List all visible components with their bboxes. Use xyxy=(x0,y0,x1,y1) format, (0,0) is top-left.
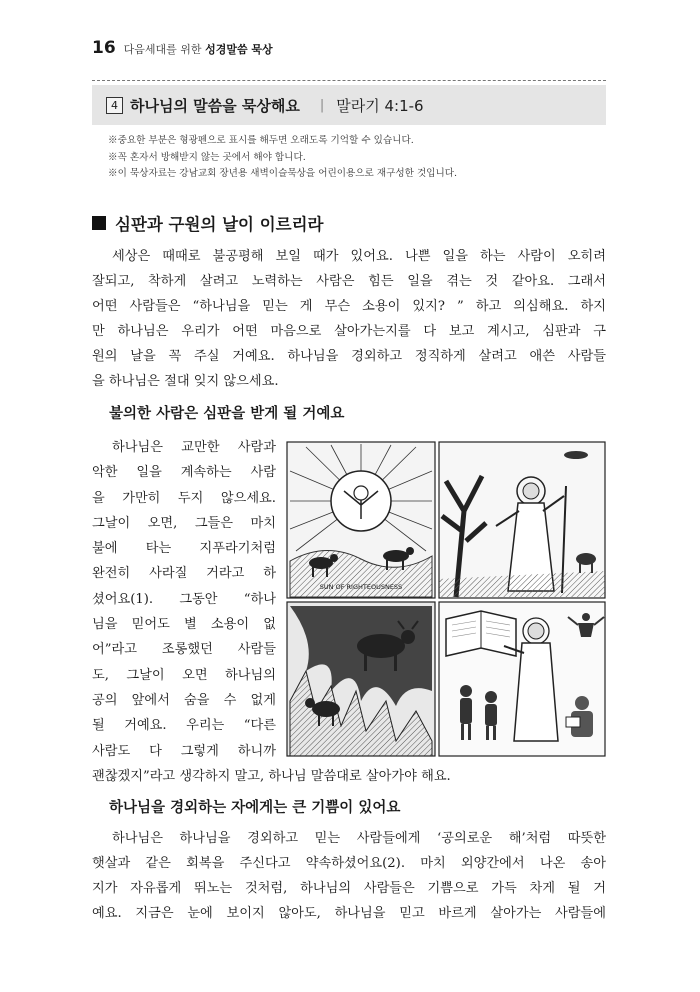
text-line: 어떤 사람들은 “하나님을 믿는 게 무슨 소용이 있지? ” 하고 의심해요. 하지 xyxy=(92,299,606,314)
text-line: 지가 자유롭게 뛰노는 것처럼, 하나님의 사람들은 기쁨으로 가득 차게 될 거 xyxy=(92,881,606,896)
text-line: 원의 날을 꼭 주실 거예요. 하나님을 경외하고 정직하게 살려고 애쓴 사람들 xyxy=(92,349,606,364)
scripture-reference: 말라기 4:1-6 xyxy=(336,96,424,115)
intro-paragraph xyxy=(92,244,606,394)
text-line: 햇살과 같은 회복을 주신다고 약속하셨어요(2). 마치 외양간에서 나온 송아 xyxy=(92,856,606,871)
lesson-title: 하나님의 말씀을 묵상해요 xyxy=(130,96,300,115)
text-line: 어”라고 조롱했던 사람들 xyxy=(92,642,276,658)
sun-panel xyxy=(287,442,435,608)
closing-paragraph xyxy=(92,826,606,926)
note-line: ※이 묵상자료는 강남교회 장년용 새벽이슬묵상을 어린이용으로 재구성한 것입니다. xyxy=(108,168,458,179)
text-line: 셨어요(1). 그동안 “하나 xyxy=(92,591,276,607)
prophet-head-icon xyxy=(523,483,539,499)
fire-panel xyxy=(287,602,435,756)
text-line: 악한 일을 계속하는 사람 xyxy=(92,465,276,481)
section-title: 심판과 구원의 날이 이르리라 xyxy=(115,215,324,234)
teacher-head-icon xyxy=(528,623,544,639)
text-line: 될 거예요. 우리는 “다른 xyxy=(92,718,276,734)
text-line: 하나님은 교만한 사람과 xyxy=(112,440,276,455)
text-line: 만 하나님은 우리가 어떤 마음으로 살아가는지를 다 보고 계시고, 심판과 구 xyxy=(92,324,606,339)
text-line: 을 하나님은 절대 잊지 않으세요. xyxy=(92,374,279,389)
note-line: ※중요한 부분은 형광펜으로 표시를 해두면 오래도록 기억할 수 있습니다. xyxy=(108,135,414,146)
text-line: 그날이 오면, 그들은 마치 xyxy=(92,515,276,531)
page-number: 16 xyxy=(92,38,116,58)
book-title-prefix: 다음세대를 위한 xyxy=(123,43,202,56)
running-header xyxy=(92,38,273,58)
guidance-notes xyxy=(108,133,457,183)
text-line: 완전히 사라질 거라고 하 xyxy=(92,566,276,582)
text-line: 을 가만히 두지 않으세요. xyxy=(92,490,276,506)
title-separator: | xyxy=(319,97,325,113)
lesson-title-box xyxy=(92,85,606,125)
malachi-illustration xyxy=(286,441,606,757)
text-line: 사람도 다 그렇게 하니까 xyxy=(92,743,276,759)
book-title xyxy=(124,41,273,57)
text-line: 괜찮겠지”라고 생각하지 말고, 하나님 말씀대로 살아가야 해요. xyxy=(92,769,451,784)
section-heading xyxy=(92,211,324,235)
text-line: 불에 타는 지푸라기처럼 xyxy=(92,541,276,557)
text-line: 공의 앞에서 숨을 수 없게 xyxy=(92,692,276,708)
subheading-judgment: 불의한 사람은 심판을 받게 될 거예요 xyxy=(109,406,345,422)
square-bullet-icon xyxy=(92,216,106,230)
text-line: 님을 믿어도 별 소용이 없 xyxy=(92,617,276,633)
lesson-number-badge: 4 xyxy=(106,97,123,114)
teacher-panel xyxy=(439,602,605,756)
text-line: 하나님은 하나님을 경외하고 믿는 사람들에게 ‘공의로운 해’처럼 따뜻한 xyxy=(112,831,606,846)
text-line: 도, 그날이 오면 하나님의 xyxy=(92,667,276,683)
prophet-panel xyxy=(439,442,605,598)
wrapped-paragraph-tail xyxy=(92,764,532,789)
book-title-bold: 성경말씀 묵상 xyxy=(205,43,273,56)
text-line: 세상은 때때로 불공평해 보일 때가 있어요. 나쁜 일을 하는 사람이 오히려 xyxy=(112,249,606,264)
wrapped-paragraph xyxy=(92,435,276,764)
subheading-joy: 하나님을 경외하는 자에게는 큰 기쁨이 있어요 xyxy=(109,800,401,816)
illustration-panel xyxy=(286,441,606,757)
text-line: 예요. 지금은 눈에 보이지 않아도, 하나님을 믿고 바르게 살아가는 사람들에 xyxy=(92,906,606,921)
text-line: 잘되고, 착하게 살려고 노력하는 사람은 힘든 일을 겪는 것 같아요. 그래서 xyxy=(92,274,606,289)
teacher-robe-icon xyxy=(514,643,558,741)
sun-caption: SUN OF RIGHTEOUSNESS xyxy=(319,583,403,591)
ufo-icon xyxy=(564,451,588,459)
note-line: ※꼭 혼자서 방해받지 않는 곳에서 해야 합니다. xyxy=(108,151,306,163)
dashed-divider xyxy=(92,80,606,81)
